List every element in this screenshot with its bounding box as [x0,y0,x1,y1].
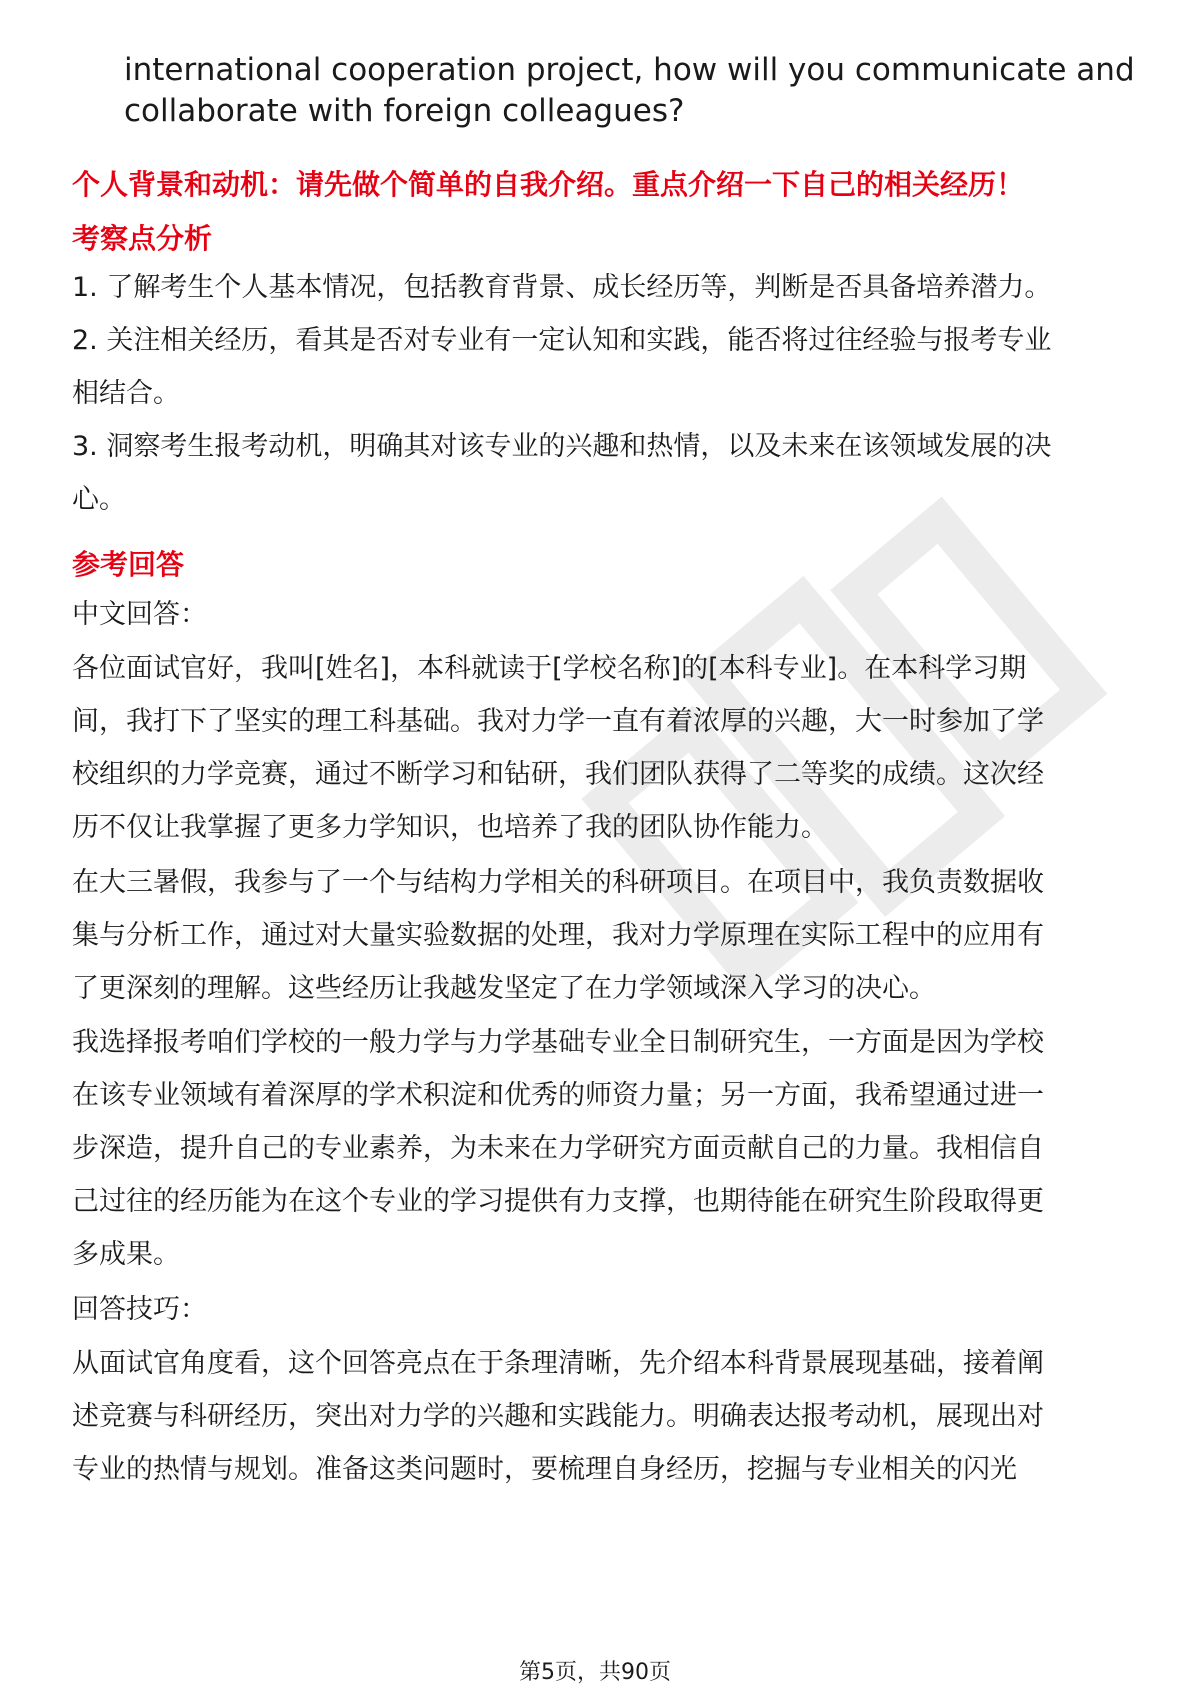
tips-line: 专业的热情与规划。准备这类问题时，要梳理自身经历，挖掘与专业相关的闪光 [72,1454,1017,1485]
answer-line: 步深造，提升自己的专业素养，为未来在力学研究方面贡献自己的力量。我相信自 [72,1133,1044,1164]
analysis-heading: 考察点分析 [72,222,213,255]
tips-label: 回答技巧： [72,1294,207,1325]
chinese-answer-label: 中文回答： [72,599,207,630]
question-title: 个人背景和动机：请先做个简单的自我介绍。重点介绍一下自己的相关经历！ [72,168,1025,201]
answer-line: 各位面试官好，我叫[姓名]，本科就读于[学校名称]的[本科专业]。在本科学习期 [72,653,1027,684]
tips-line: 从面试官角度看，这个回答亮点在于条理清晰，先介绍本科背景展现基础，接着阐 [72,1348,1044,1379]
analysis-line: 1. 了解考生个人基本情况，包括教育背景、成长经历等，判断是否具备培养潜力。 [72,272,1052,303]
answer-line: 间，我打下了坚实的理工科基础。我对力学一直有着浓厚的兴趣，大一时参加了学 [72,706,1044,737]
answer-line: 历不仅让我掌握了更多力学知识，也培养了我的团队协作能力。 [72,812,828,843]
answer-line: 我选择报考咱们学校的一般力学与力学基础专业全日制研究生，一方面是因为学校 [72,1027,1044,1058]
continuation-line-2: collaborate with foreign colleagues? [124,93,685,129]
analysis-line: 3. 洞察考生报考动机，明确其对该专业的兴趣和热情，以及未来在该领域发展的决 [72,431,1052,462]
tips-line: 述竞赛与科研经历，突出对力学的兴趣和实践能力。明确表达报考动机，展现出对 [72,1401,1044,1432]
continuation-line-1: international cooperation project, how will you communicate and [124,52,1135,88]
analysis-line: 2. 关注相关经历，看其是否对专业有一定认知和实践，能否将过往经验与报考专业 [72,325,1052,356]
page-number-footer: 第5页，共90页 [519,1660,671,1685]
answer-line: 己过往的经历能为在这个专业的学习提供有力支撑，也期待能在研究生阶段取得更 [72,1186,1044,1217]
answer-line: 校组织的力学竞赛，通过不断学习和钻研，我们团队获得了二等奖的成绩。这次经 [72,759,1044,790]
answer-line: 在该专业领域有着深厚的学术积淀和优秀的师资力量；另一方面，我希望通过进一 [72,1080,1044,1111]
answer-line: 在大三暑假，我参与了一个与结构力学相关的科研项目。在项目中，我负责数据收 [72,867,1044,898]
answer-line: 了更深刻的理解。这些经历让我越发坚定了在力学领域深入学习的决心。 [72,973,936,1004]
analysis-line: 心。 [72,484,126,515]
answer-line: 多成果。 [72,1239,180,1270]
answer-heading: 参考回答 [72,548,185,581]
answer-line: 集与分析工作，通过对大量实验数据的处理，我对力学原理在实际工程中的应用有 [72,920,1044,951]
analysis-line: 相结合。 [72,378,180,409]
